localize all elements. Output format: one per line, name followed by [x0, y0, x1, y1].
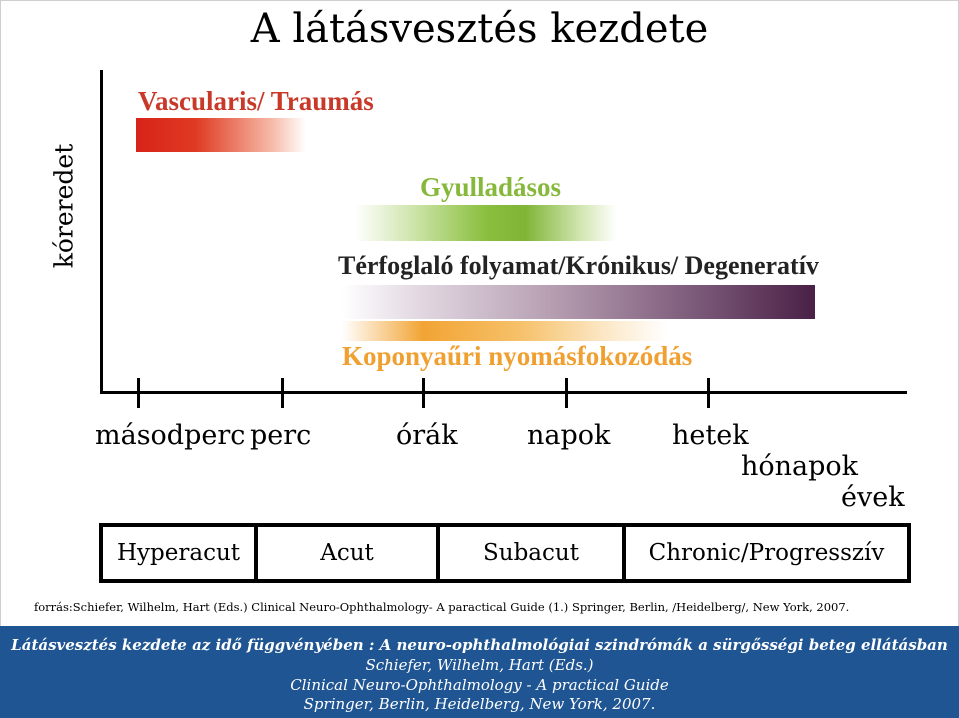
phase-acute: Acut	[320, 540, 374, 566]
footer-band	[0, 626, 959, 718]
phase-chronic: Chronic/Progresszív	[648, 540, 885, 566]
source-citation: forrás:Schiefer, Wilhelm, Hart (Eds.) Clinical Neuro-Ophthalmology- A paractical Guide (1.) Springer, Berlin, /Heidelberg/, New York, 2007.	[34, 600, 850, 614]
axis-tick	[422, 378, 425, 408]
category-label-inflammatory: Gyulladásos	[420, 172, 562, 202]
time-label-weeks: hetek	[672, 420, 749, 451]
category-bar-space-occupying	[342, 285, 815, 319]
time-label-days: napok	[527, 420, 611, 451]
axis-tick	[281, 378, 284, 408]
y-axis-label: kóreredet	[49, 143, 79, 269]
category-bar-inflammatory	[355, 205, 617, 241]
y-axis-line	[100, 70, 103, 394]
time-label-years: évek	[841, 482, 905, 513]
category-label-vascular: Vascularis/ Traumás	[138, 86, 374, 116]
slide-title: A látásvesztés kezdete	[250, 6, 709, 52]
time-label-months: hónapok	[741, 451, 859, 482]
time-label-seconds: másodperc	[95, 420, 246, 451]
phase-table	[99, 523, 911, 583]
footer-line-3: Clinical Neuro-Ophthalmology - A practical Guide	[290, 676, 669, 694]
x-axis-line	[100, 391, 907, 394]
phase-subacute: Subacut	[483, 540, 579, 566]
axis-tick	[137, 378, 140, 408]
footer-line-1: Látásvesztés kezdete az idő függvényében : A neuro-ophthalmológiai szindrómák a sürgősségi beteg ellátásban	[11, 636, 948, 654]
category-label-space-occupying: Térfoglaló folyamat/Krónikus/ Degeneratív	[338, 251, 819, 280]
footer-line-4: Springer, Berlin, Heidelberg, New York, 2007.	[303, 695, 656, 713]
category-label-intracranial-pressure: Koponyaűri nyomásfokozódás	[342, 341, 693, 371]
footer-line-2: Schiefer, Wilhelm, Hart (Eds.)	[365, 656, 594, 674]
category-bar-vascular	[136, 118, 306, 152]
axis-tick	[707, 378, 710, 408]
time-label-minutes: perc	[250, 420, 312, 451]
time-label-hours: órák	[396, 420, 458, 451]
axis-tick	[565, 378, 568, 408]
category-bar-intracranial-pressure	[342, 321, 667, 341]
phase-hyperacute: Hyperacut	[116, 540, 241, 566]
